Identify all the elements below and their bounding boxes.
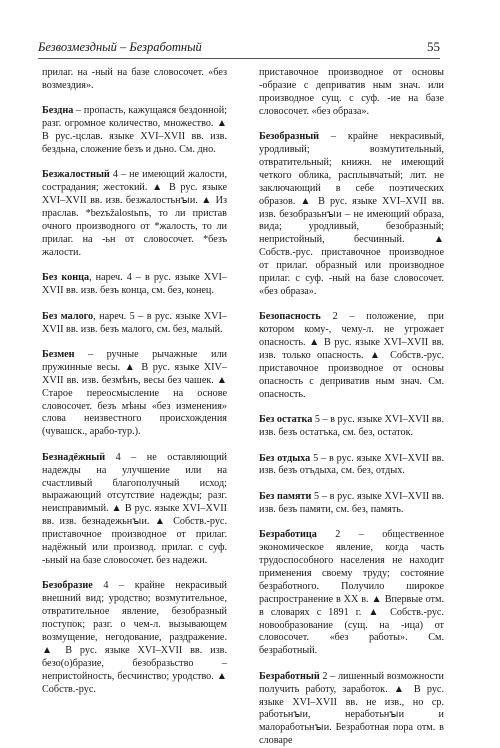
entry-text: 4 – не оставляющий надежды на улучшение или на счастливый благополучный исход; выражающий отсутствие надежды; разг. неисправимый. ▲ В рус. языке XVI–XVII вв. изв. безнадежьнꙑи. ▲ Собств.‑рус. приставочное производное от прилаг. надёжный или производ. прилаг. с суф. ‑ьный на базе словосочет. без надежи.: [42, 451, 227, 566]
dictionary-entry: [42, 272, 227, 298]
running-header: [38, 38, 440, 59]
left-column: [42, 67, 227, 697]
headword: Безобразие: [42, 580, 93, 592]
page-number: 55: [427, 39, 440, 54]
headword: Безжалостный: [42, 169, 110, 181]
entry-text: приставочное производное от основы ‑образие с деприватив ным знач. или производное сущ. с суф. ‑ие на базе словосочет. «без образа».: [259, 67, 444, 117]
dictionary-entry: [42, 349, 227, 439]
dictionary-entry: [259, 311, 444, 401]
entry-text: 2 – общественное экономическое явление, когда часть трудоспособного населения не находит применения своему труду; состояние безработного. Получило широкое распространение в XX в. ▲ Впервые отм. в словарях с 1891 г. ▲ Собств.‑рус. новообразование (сущ. на ‑ица) от словосочет. «без работы». См. безработный.: [259, 529, 444, 657]
headword: Безнадёжный: [42, 451, 106, 463]
entry-text: , нареч. 5 – в рус. языке XVI–XVII вв. изв. безъ малого, см. без, малый.: [42, 310, 227, 335]
entry-text: – пропасть, кажущаяся бездонной; разг. огромное количество, множество. ▲ В рус.‑цслав. языке XVI–XVII вв. изв. бездьна, сложение безъ и дьно. См. дно.: [42, 105, 227, 156]
headword: Безопасность: [259, 311, 321, 323]
dictionary-entry: [42, 105, 227, 157]
entry-text: 2 – лишенный возможности получить работу, заработок. ▲ В рус. языке XVI–XVII вв. не изв., но ср. работьнꙑи, неработьнꙑи и малоработьнꙑи. Безработная пора отм. в словаре: [259, 670, 444, 747]
dictionary-entry: [42, 311, 227, 337]
headword: Без памяти: [259, 490, 312, 502]
headword: Безработный: [259, 670, 320, 682]
dictionary-entry: [259, 491, 444, 517]
entry-text: 4 – не имеющий жалости, сострадания; жестокий. ▲ В рус. языке XVI–XVII вв. изв. безжалостьнꙑи. ▲ Из праслав. *bezъžalostьnъ, то ли пристав очного производного от *жалость, то ли прилаг. на ‑ьн от словосочет. *безъ жалости.: [42, 169, 227, 258]
right-column: [259, 67, 444, 748]
headword: Безобразный: [259, 131, 320, 143]
dictionary-entry: [259, 671, 444, 748]
entry-text: прилаг. на ‑ный на базе словосочет. «без возмездия».: [42, 67, 227, 91]
headword: Без отдыха: [259, 452, 311, 464]
dictionary-entry: [259, 67, 444, 119]
entry-text: 5 – в рус. языке XVI–XVII вв. изв. безъ памяти, см. без, память.: [259, 490, 444, 515]
dictionary-entry: [42, 452, 227, 568]
headword: Без малого: [42, 310, 94, 322]
headword: Безмен: [42, 348, 75, 360]
entry-text: – крайне некрасивый, уродливый; возмутительный, отвратительный; книжн. не имеющий четкого облика, расплывчатый; лит. не заключающий в себе поэтических образов. ▲ В рус. языке XVI–XVII вв. изв. безобразьнꙑи – не имеющий образа, вида; уродливый, безобразный; непристойный, бесчинный. ▲ Собств.‑рус. приставочное производное от прилаг. образный или производное прилаг. с суф. ‑ный на базе словосочет. «без образа».: [259, 131, 444, 297]
dictionary-entry: [42, 580, 227, 696]
headword: Безработица: [259, 529, 317, 541]
headword: Бездна: [42, 105, 74, 117]
entry-text: 5 – в рус. языке XVI–XVII вв. изв. безъ остатъка, см. без, остаток.: [259, 414, 444, 439]
dictionary-entry: [259, 131, 444, 299]
dictionary-entry: [42, 169, 227, 259]
entry-text: – ручные рычажные или пружинные весы. ▲ В рус. языке XIV–XVII вв. изв. безмѣнъ, весы без чашек. ▲ Старое переосмысление на основе словосочет. безъ мѣны «без изменения» слова неизвестного происхождения (чувашск., арабо‑тур.).: [42, 348, 227, 438]
entry-text: , нареч. 4 – в рус. языке XVI–XVII вв. изв. безъ конца, см. без, конец.: [42, 272, 227, 297]
running-title: Безвозмездный – Безработный: [38, 40, 202, 54]
entry-text: 2 – положение, при котором кому‑, чему‑л. не угрожает опасность. ▲ В рус. языке XVI–XVII вв. изв. только опасность. ▲ Собств.‑рус. приставочное производное от основы опасность с деприватив ным знач. См. опасность.: [259, 311, 444, 400]
dictionary-entry: [259, 453, 444, 479]
dictionary-entry: [259, 414, 444, 440]
headword: Без конца: [42, 272, 90, 284]
headword: Без остатка: [259, 414, 313, 426]
entry-text: 5 – в рус. языке XVI–XVII вв. изв. безъ отъдыха, см. без, отдых.: [259, 452, 444, 477]
entry-text: 4 – крайне некрасивый внешний вид; уродство; возмутительное, отвратительное явление, безобразный поступок; разг. о чем‑л. вызывающем возмущение, негодование, раздражение. ▲ В рус. языке XVI–XVII вв. изв. безо(о)бразие, безобразьство – непристойность, бесчинство; уродство. ▲ Собств.‑рус.: [42, 580, 227, 695]
dictionary-entry: [259, 529, 444, 658]
dictionary-entry: [42, 67, 227, 93]
